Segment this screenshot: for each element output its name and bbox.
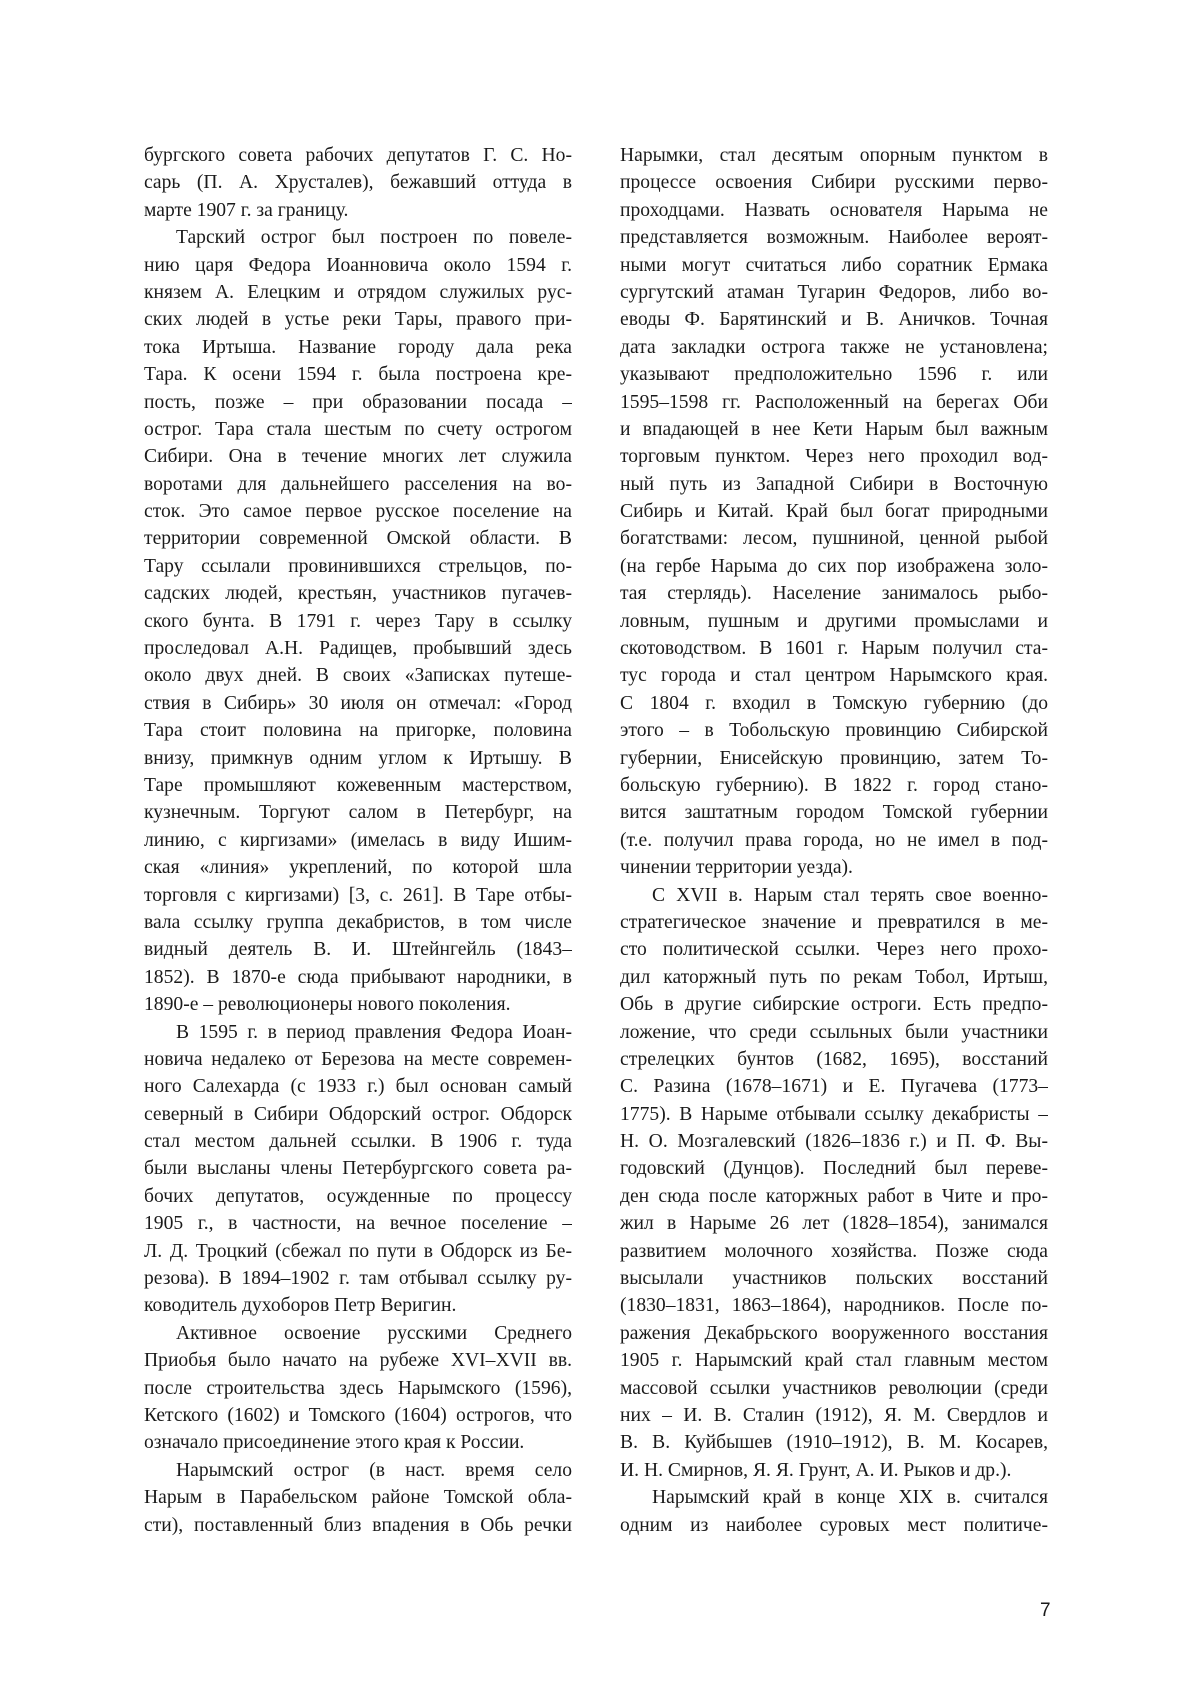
- text-line: видный деятель В. И. Штейнгейль (1843–: [144, 939, 572, 961]
- text-line: садских людей, крестьян, участников пугачев-: [144, 583, 572, 605]
- text-line: и впадающей в нее Кети Нарым был важным: [620, 418, 1048, 440]
- text-line: 1595–1598 гг. Расположенный на берегах Оби: [620, 391, 1048, 413]
- text-line: ного Салехарда (с 1933 г.) был основан самый: [144, 1076, 572, 1098]
- text-line: Тара стоит половина на пригорке, половина: [144, 720, 572, 742]
- text-line: были высланы члены Петербургского совета ра-: [144, 1158, 572, 1180]
- text-line: Н. О. Мозгалевский (1826–1836 г.) и П. Ф. Вы-: [620, 1131, 1048, 1153]
- text-line: ствия в Сибирь» 30 июля он отмечал: «Город: [144, 692, 572, 714]
- text-line: ского бунта. В 1791 г. через Тару в ссылку: [144, 610, 572, 632]
- text-line: северный в Сибири Обдорский острог. Обдорск: [144, 1103, 572, 1125]
- text-line: Кетского (1602) и Томского (1604) острогов, что: [144, 1404, 572, 1426]
- text-line: одним из наиболее суровых мест политиче-: [620, 1514, 1048, 1536]
- text-line: линию, с киргизами» (имелась в виду Ишим-: [144, 829, 572, 851]
- text-line: ководитель духоборов Петр Веригин.: [144, 1295, 457, 1317]
- text-line: С. Разина (1678–1671) и Е. Пугачева (1773–: [620, 1076, 1048, 1098]
- right-text-column: [620, 142, 1048, 1539]
- text-line: торговля с киргизами) [3, с. 261]. В Таре отбы-: [144, 884, 572, 906]
- text-line: жил в Нарыме 26 лет (1828–1854), занимался: [620, 1213, 1048, 1235]
- text-line: (т.е. получил права города, но не имел в под-: [620, 829, 1048, 851]
- text-line: ными могут считаться либо соратник Ермака: [620, 254, 1048, 276]
- text-line: указывают предположительно 1596 г. или: [620, 364, 1048, 386]
- text-line: стал местом дальней ссылки. В 1906 г. туда: [144, 1131, 572, 1153]
- text-line: 1852). В 1870-е сюда прибывают народники, в: [144, 966, 572, 988]
- text-line: 1905 г., в частности, на вечное поселение –: [144, 1213, 572, 1235]
- text-line: после строительства здесь Нарымского (1596),: [144, 1377, 572, 1399]
- text-line: ден сюда после каторжных работ в Чите и про-: [620, 1185, 1048, 1207]
- text-line: скотоводством. В 1601 г. Нарым получил ста-: [620, 638, 1048, 660]
- text-line: Нарымский край в конце XIX в. считался: [652, 1487, 1048, 1509]
- text-line: новича недалеко от Березова на месте современ-: [144, 1048, 572, 1070]
- text-line: Активное освоение русскими Среднего: [176, 1322, 572, 1344]
- text-line: Тару ссылали провинившихся стрельцов, по-: [144, 555, 572, 577]
- text-line: тус города и стал центром Нарымского края.: [620, 665, 1048, 687]
- text-line: ложение, что среди ссыльных были участники: [620, 1021, 1048, 1043]
- text-line: Нарымки, стал десятым опорным пунктом в: [620, 145, 1048, 166]
- text-line: них – И. В. Сталин (1912), Я. М. Свердлов и: [620, 1404, 1048, 1426]
- text-line: князем А. Елецким и отрядом служилых рус-: [144, 281, 572, 303]
- text-line: проследовал А.Н. Радищев, пробывший здесь: [144, 638, 572, 660]
- text-line: резова). В 1894–1902 г. там отбывал ссылку ру-: [144, 1268, 572, 1290]
- text-line: воротами для дальнейшего расселения на во-: [144, 473, 572, 495]
- text-line: массовой ссылки участников революции (среди: [620, 1377, 1048, 1399]
- text-line: Сибири. Она в течение многих лет служила: [144, 446, 572, 468]
- text-line: ских людей в устье реки Тары, правого при-: [144, 309, 572, 331]
- text-line: Приобья было начато на рубеже XVI–XVII вв.: [144, 1350, 572, 1372]
- text-line: бургского совета рабочих депутатов Г. С. Но-: [144, 145, 572, 166]
- text-line: тока Иртыша. Название городу дала река: [144, 336, 572, 358]
- text-line: В. В. Куйбышев (1910–1912), В. М. Косарев,: [620, 1432, 1048, 1454]
- text-line: сти), поставленный близ впадения в Обь речки: [144, 1514, 572, 1536]
- text-line: тая стерлядь). Население занималось рыбо-: [620, 583, 1048, 605]
- text-line: стрелецких бунтов (1682, 1695), восстаний: [620, 1048, 1048, 1070]
- text-line: богатствами: лесом, пушниной, ценной рыбой: [620, 528, 1048, 550]
- text-line: (1830–1831, 1863–1864), народников. После по-: [620, 1295, 1048, 1317]
- text-line: Сибирь и Китай. Край был богат природными: [620, 501, 1048, 523]
- text-line: еводы Ф. Барятинский и В. Аничков. Точная: [620, 309, 1048, 331]
- text-line: С 1804 г. входил в Томскую губернию (до: [620, 692, 1048, 714]
- text-line: В 1595 г. в период правления Федора Иоан-: [176, 1021, 572, 1043]
- text-line: высылали участников польских восстаний: [620, 1268, 1048, 1290]
- text-line: дата закладки острога также не установлена;: [620, 336, 1048, 358]
- text-line: территории современной Омской области. В: [144, 528, 572, 550]
- text-line: сургутский атаман Тугарин Федоров, либо во-: [620, 281, 1048, 303]
- text-line: ражения Декабрьского вооруженного восстания: [620, 1322, 1048, 1344]
- text-line: вится заштатным городом Томской губернии: [620, 802, 1048, 824]
- text-line: ный путь из Западной Сибири в Восточную: [620, 473, 1048, 495]
- text-line: 1905 г. Нарымский край стал главным местом: [620, 1350, 1048, 1372]
- text-line: представляется возможным. Наиболее вероят-: [620, 227, 1048, 249]
- text-line: ловным, пушным и другими промыслами и: [620, 610, 1048, 632]
- text-line: вала ссылку группа декабристов, в том числе: [144, 911, 572, 933]
- text-line: бочих депутатов, осужденные по процессу: [144, 1185, 572, 1207]
- text-line: 1890-е – революционеры нового поколения.: [144, 994, 511, 1016]
- text-line: кузнечным. Торгуют салом в Петербург, на: [144, 802, 572, 824]
- text-line: Л. Д. Троцкий (сбежал по пути в Обдорск из Бе-: [144, 1240, 572, 1262]
- text-line: около двух дней. В своих «Записках путеше-: [144, 665, 572, 687]
- text-line: Тара. К осени 1594 г. была построена кре-: [144, 364, 572, 386]
- text-line: стратегическое значение и превратился в ме-: [620, 911, 1048, 933]
- text-line: Тарский острог был построен по повеле-: [176, 227, 572, 249]
- text-line: ская «линия» укреплений, по которой шла: [144, 857, 572, 879]
- text-line: сток. Это самое первое русское поселение на: [144, 501, 572, 523]
- text-line: проходцами. Назвать основателя Нарыма не: [620, 199, 1048, 221]
- text-line: пость, позже – при образовании посада –: [144, 391, 572, 413]
- page-number: 7: [1040, 1600, 1051, 1621]
- text-line: этого – в Тобольскую провинцию Сибирской: [620, 720, 1048, 742]
- text-line: острог. Тара стала шестым по счету острогом: [144, 418, 572, 440]
- text-line: Нарымский острог (в наст. время село: [176, 1459, 572, 1481]
- text-line: означало присоединение этого края к России.: [144, 1432, 525, 1454]
- text-line: внизу, примкнув одним углом к Иртышу. В: [144, 747, 572, 769]
- text-line: сто политической ссылки. Через него прохо-: [620, 939, 1048, 961]
- text-line: Таре промышляют кожевенным мастерством,: [144, 774, 572, 796]
- text-line: годовский (Дунцов). Последний был переве-: [620, 1158, 1048, 1180]
- text-line: Обь в другие сибирские остроги. Есть предпо-: [620, 994, 1048, 1016]
- text-line: Нарым в Парабельском районе Томской обла-: [144, 1487, 572, 1509]
- text-line: больскую губернию). В 1822 г. город стано-: [620, 774, 1048, 796]
- text-line: губернии, Енисейскую провинцию, затем То-: [620, 747, 1048, 769]
- text-line: процессе освоения Сибири русскими перво-: [620, 172, 1048, 194]
- text-line: С XVII в. Нарым стал терять свое военно-: [652, 884, 1048, 906]
- text-line: чинении территории уезда).: [620, 857, 853, 879]
- text-line: сарь (П. А. Хрусталев), бежавший оттуда в: [144, 172, 572, 194]
- text-line: дил каторжный путь по рекам Тобол, Иртыш,: [620, 966, 1048, 988]
- text-line: 1775). В Нарыме отбывали ссылку декабристы –: [620, 1103, 1048, 1125]
- text-line: торговым пунктом. Через него проходил вод-: [620, 446, 1048, 468]
- text-line: нию царя Федора Иоанновича около 1594 г.: [144, 254, 572, 276]
- left-text-column: [144, 142, 572, 1539]
- text-line: марте 1907 г. за границу.: [144, 199, 349, 221]
- text-line: И. Н. Смирнов, Я. Я. Грунт, А. И. Рыков и др.).: [620, 1459, 1012, 1481]
- text-line: (на гербе Нарыма до сих пор изображена золо-: [620, 555, 1048, 577]
- text-line: развитием молочного хозяйства. Позже сюда: [620, 1240, 1048, 1262]
